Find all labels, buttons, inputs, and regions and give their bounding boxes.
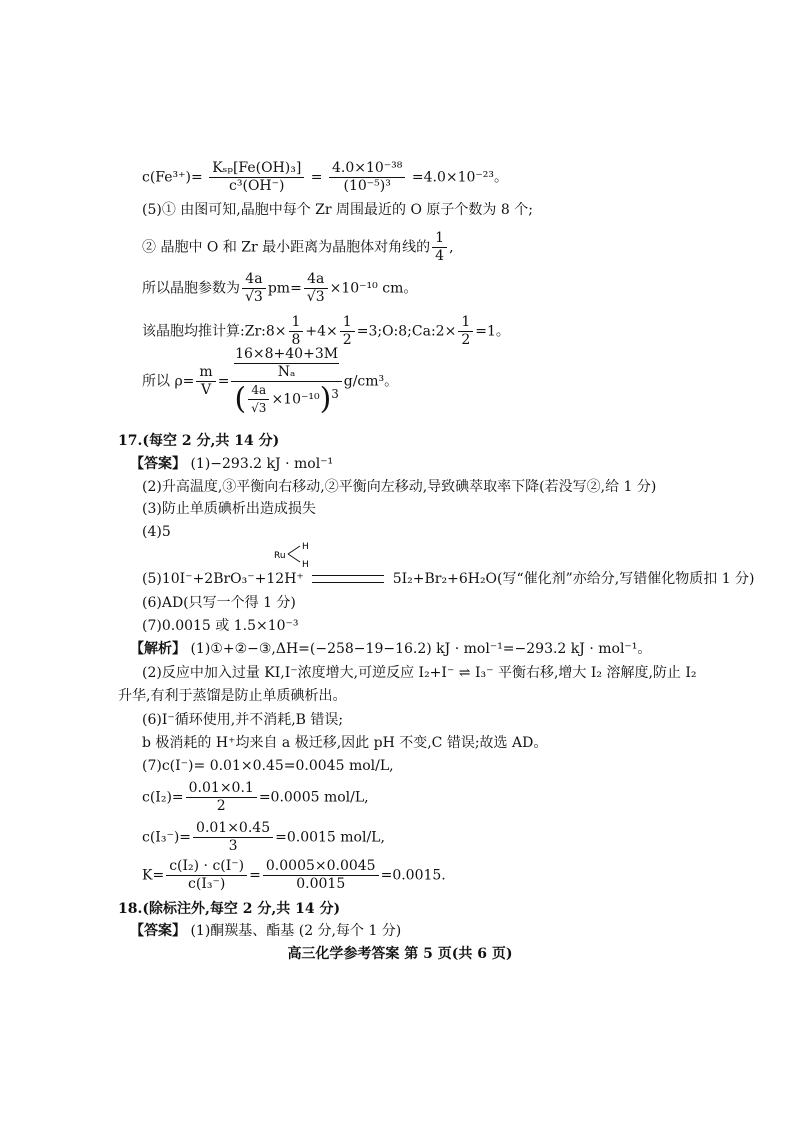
k-num-2: 0.0005×0.0045 [263,858,379,876]
h-label-bottom: H [302,560,309,570]
q18-answer-tag: 【答案】 [130,923,186,939]
ru-label: Ru [274,551,286,561]
k-formula [142,858,446,893]
q17-answer-6: (6)AD(只写一个得 1 分) [142,595,296,611]
equation-left: (5)10I⁻+2BrO₃⁻+12H⁺ [142,571,304,587]
q5-line-2-comma: , [449,239,454,256]
c-i3-den: 3 [228,838,238,854]
ru-catalyst-structure [272,540,332,570]
frac-1-2-b-num: 1 [458,314,473,332]
q17-answer-5 [142,570,755,588]
rho-big-den: ( $\frac{4a}{√3}$ ×10⁻¹⁰)$^3$ [234,381,339,417]
frac-1-2-b-den: 2 [461,332,471,348]
rho-den-exp: 3 [331,386,339,401]
fe-num-1: Kₛₚ[Fe(OH)₃] [209,160,304,178]
c-i3-num: 0.01×0.45 [193,820,273,838]
param-fraction-1 [242,271,266,306]
quarter-den: 4 [435,248,445,264]
c-i2-label: c(I₂)= [142,789,184,806]
k-num-1: c(I₂) · c(I⁻) [166,858,247,876]
k-fraction-1 [166,858,247,893]
analysis-1-text: (1)①+②−③,ΔH=(−258−19−16.2) kJ · mol⁻¹=−293.2 kJ · mol⁻¹。 [190,641,652,657]
fe-den-2: (10⁻⁵)³ [343,178,391,194]
q5-line-3-pm: pm= [267,280,302,297]
c-i2-formula [142,780,369,815]
q17-answer-1-text: (1)−293.2 kJ · mol⁻¹ [190,456,334,472]
rho-big-num [231,346,341,382]
q5-line-1: (5)① 由图可知,晶胞中每个 Zr 周围最近的 O 原子个数为 8 个; [142,202,533,218]
c-i3-result: =0.0015 mol/L, [275,829,385,846]
rho-big-fraction [231,346,341,417]
fe-den-1: c³(OH⁻) [229,178,285,194]
frac-1-2-a-num: 1 [340,314,355,332]
q5-line-2-text: ② 晶胞中 O 和 Zr 最小距离为晶胞体对角线的 [142,239,431,256]
c-i2-den: 2 [216,798,226,814]
rho-top: 16×8+40+3M [235,346,339,362]
q5-line-3-text: 所以晶胞参数为 [142,280,240,297]
fe-num-2: 4.0×10⁻³⁸ [329,160,405,178]
q5-line-3-cm: ×10⁻¹⁰ cm。 [329,280,418,297]
answer-tag: 【答案】 [130,456,186,472]
q17-answer-7: (7)0.0015 或 1.5×10⁻³ [142,618,299,634]
param-num-2: 4a [304,271,328,289]
rho-eq: = [217,373,230,390]
q5-line-4-a: 该晶胞均推计算:Zr:8× [142,323,287,340]
c-i3-formula [142,820,385,855]
k-den-2: 0.0015 [296,876,346,892]
q5-line-3 [142,271,417,306]
fe-concentration-formula [142,160,508,195]
frac-1-2-b [458,314,473,349]
frac-1-8-den: 8 [291,332,301,348]
analysis-6b: b 极消耗的 H⁺均来自 a 极迁移,因此 pH 不变,C 错误;故选 AD。 [142,735,548,751]
h-label-top: H [302,542,309,552]
frac-1-8-num: 1 [289,314,304,332]
q18-answer-1-text: (1)酮羰基、酯基 (2 分,每个 1 分) [190,923,402,939]
q5-line-4-c: =3;O:8;Ca:2× [356,323,457,340]
fe-result: =4.0×10⁻²³。 [411,169,509,186]
ru-catalyst-drawing [272,540,332,570]
question-17-header: 17.(每空 2 分,共 14 分) [118,433,280,449]
rho-m-over-v [196,364,215,399]
frac-1-2-a [340,314,355,349]
q17-answer-2: (2)升高温度,③平衡向右移动,②平衡向左移动,导致碘萃取率下降(若没写②,给 1 分) [142,479,657,495]
rho-inner-den: √3 [251,401,267,415]
rho-m: m [196,364,215,382]
q5-line-4-d: =1。 [475,323,510,340]
quarter-num: 1 [432,230,447,248]
c-i2-fraction [186,780,257,815]
density-formula [142,346,398,417]
param-den-2: √3 [306,289,325,305]
quarter-fraction [432,230,447,265]
frac-1-8 [289,314,304,349]
analysis-2a: (2)反应中加入过量 KI,I⁻浓度增大,可逆反应 I₂+I⁻ ⇌ I₃⁻ 平衡右移,增大 I₂ 溶解度,防止 I₂ [142,665,697,681]
q17-answer-1 [130,455,333,473]
rho-unit: g/cm³。 [343,373,399,390]
page-footer: 高三化学参考答案 第 5 页(共 6 页) [287,946,513,962]
c-i3-fraction [193,820,273,855]
k-eq: = [249,867,261,884]
q5-line-4 [142,314,510,349]
equation-right: 5I₂+Br₂+6H₂O(写“催化剂”亦给分,写错催化物质扣 1 分) [392,571,755,587]
q17-answer-3: (3)防止单质碘析出造成损失 [142,501,316,517]
k-fraction-2 [263,858,379,893]
q17-answer-4: (4)5 [142,524,171,540]
k-label: K= [142,867,165,884]
c-i2-result: =0.0005 mol/L, [258,789,369,806]
rho-den-tail: ×10⁻¹⁰ [271,391,320,408]
fe-lhs: c(Fe³⁺)= [142,169,203,186]
analysis-7: (7)c(I⁻)= 0.01×0.45=0.0045 mol/L, [142,758,394,774]
param-den-1: √3 [245,289,263,305]
param-fraction-2 [304,271,328,306]
rho-na: Nₐ [277,364,296,380]
rho-inner-num: 4a [248,382,269,400]
analysis-1 [130,640,651,658]
analysis-2b: 升华,有利于蒸馏是防止单质碘析出。 [118,688,347,704]
fe-fraction-1 [209,160,304,195]
q5-line-4-b: +4× [305,323,338,340]
q18-answer-1 [130,922,401,940]
c-i2-num: 0.01×0.1 [186,780,257,798]
analysis-6a: (6)I⁻循环使用,并不消耗,B 错误; [142,712,344,728]
frac-1-2-a-den: 2 [342,332,352,348]
double-line-arrow [312,575,384,583]
question-18-header: 18.(除标注外,每空 2 分,共 14 分) [118,901,341,917]
k-result: =0.0015. [380,867,446,884]
q5-line-2 [142,230,454,265]
analysis-tag: 【解析】 [130,641,186,657]
c-i3-label: c(I₃⁻)= [142,829,192,846]
rho-inner-frac [248,382,269,417]
fe-fraction-2 [329,160,405,195]
fe-eq: = [310,169,323,186]
k-den-1: c(I₃⁻) [188,876,226,892]
rho-v: V [201,382,212,398]
param-num-1: 4a [242,271,266,289]
rho-label: 所以 ρ= [142,373,195,390]
